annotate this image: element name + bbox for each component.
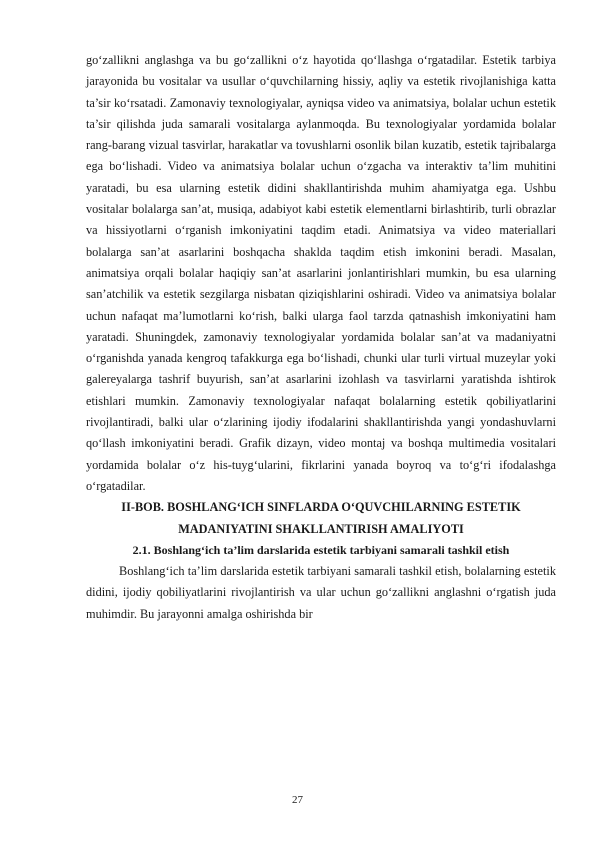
document-page	[86, 50, 556, 625]
section-title: 2.1. Boshlang‘ich ta’lim darslarida estetik tarbiyani samarali tashkil etish	[132, 542, 510, 557]
chapter-title-line-2: MADANIYATINI SHAKLLANTIRISH AMALIYOTI	[178, 521, 464, 536]
chapter-title	[86, 497, 556, 540]
chapter-title-line-1: II-BOB. BOSHLANG‘ICH SINFLARDA O‘QUVCHILARNING ESTETIK	[121, 500, 521, 515]
body-paragraph-2: Boshlang‘ich ta’lim darslarida estetik tarbiyani samarali tashkil etish, bolalarning estetik didini, ijodiy qobiliyatlarini rivojlantirish va ular uchun go‘zallikni anglashni o‘rgatish juda muhimdir. Bu jarayonni amalga oshirishda bir	[86, 564, 556, 621]
body-paragraph: go‘zallikni anglashga va bu go‘zallikni o‘z hayotida qo‘llashga o‘rgatadilar. Estetik tarbiya jarayonida bu vositalar va usullar o‘quvchilarning hissiy, aqliy va estetik rivojlanishiga katta ta’sir ko‘rsatadi. Zamonaviy texnologiyalar, ayniqsa video va animatsiya, bolalar uchun estetik ta’sir qilishda juda samarali vositalarga aylanmoqda. Bu texnologiyalar yordamida bolalar rang-barang vizual tasvirlar, harakatlar va tovushlarni osonlik bilan kuzatib, estetik tajribalarga ega bo‘lishadi. Video va animatsiya bolalar uchun o‘zgacha va interaktiv ta’lim muhitini yaratadi, bu esa ularning estetik didini shakllantirishda muhim ahamiyatga ega. Ushbu vositalar bolalarga san’at, musiqa, adabiyot kabi estetik elementlarni birlashtirib, turli obrazlar va hissiyotlarni o‘rganish imkoniyatini taqdim etadi. Animatsiya va video materiallari bolalarga san’at asarlarini boshqacha shaklda taqdim etish imkonini beradi. Masalan, animatsiya orqali bolalar haqiqiy san’at asarlarini jonlantirishlari mumkin, bu esa ularning san’atchilik va estetik sezgilarga nisbatan qiziqishlarini oshiradi. Video va animatsiya bolalar uchun nafaqat ma’lumotlarni ko‘rish, balki ularga faol tarzda qatnashish imkoniyatini ham yaratadi. Shuningdek, zamonaviy texnologiyalar yordamida bolalar san’at va madaniyatni o‘rganishda yanada kengroq tafakkurga ega bo‘lishadi, chunki ular turli virtual muzeylar yoki galereyalarga tashrif buyurish, san’at asarlarini izohlash va tasvirlarni yaratishda ishtirok etishlari mumkin. Zamonaviy texnologiyalar nafaqat bolalarning estetik qobiliyatlarini rivojlantiradi, balki ular o‘zlarining ijodiy ifodalarini shakllantirishda yangi yondashuvlarni qo‘llash imkoniyatini beradi. Grafik dizayn, video montaj va boshqa multimedia vositalari yordamida bolalar o‘z his-tuyg‘ularini, fikrlarini yanada boyroq va to‘g‘ri ifodalashga o‘rgatadilar.	[86, 53, 556, 493]
page-number: 27	[292, 794, 303, 806]
